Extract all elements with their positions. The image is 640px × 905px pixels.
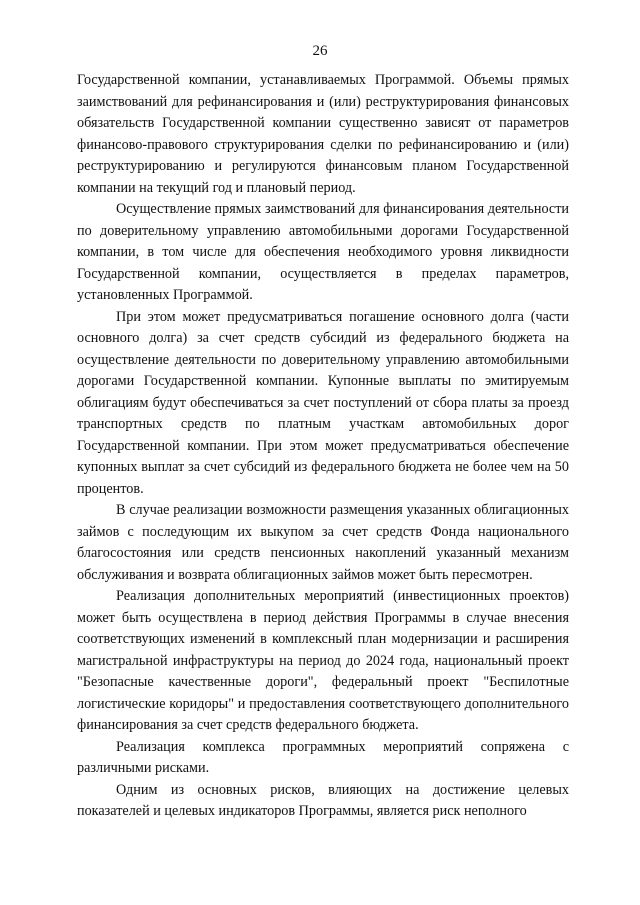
paragraph-bond-placement: В случае реализации возможности размещения указанных облигационных займов с последующим их выкупом за счет средств Фонда национального благосостояния или средств пенсионных накоплений указанный механизм обслуживания и возврата облигационных займов может быть пересмотрен. [77, 502, 569, 583]
paragraph-direct-borrowings: Осуществление прямых заимствований для финансирования деятельности по доверительному управлению автомобильными дорогами Государственной компании, в том числе для обеспечения необходимого уровня ликвидности Государственной компании, осуществляется в пределах параметров, установленных Программой. [77, 201, 569, 303]
paragraph-risks: Реализация комплекса программных мероприятий сопряжена с различными рисками. [77, 738, 569, 776]
paragraph-additional-measures: Реализация дополнительных мероприятий (инвестиционных проектов) может быть осуществлена в период действия Программы в случае внесения соответствующих изменений в комплексный план модернизации и расширения магистральной инфраструктуры на период до 2024 года, национальный проект "Безопасные качественные дороги", федеральный проект "Беспилотные логистические коридоры" и предоставления соответствующего дополнительного финансирования за счет средств федерального бюджета. [77, 588, 569, 733]
paragraph-main-risk: Одним из основных рисков, влияющих на достижение целевых показателей и целевых индикаторов Программы, является риск неполного [77, 781, 569, 819]
paragraph-continuation: Государственной компании, устанавливаемых Программой. Объемы прямых заимствований для рефинансирования и (или) реструктурирования финансовых обязательств Государственной компании существенно зависят от параметров финансово-правового структурирования сделки по рефинансированию и (или) реструктурированию и регулируются финансовым планом Государственной компании на текущий год и плановый период. [77, 72, 569, 196]
page-number: 26 [312, 43, 328, 59]
document-body [77, 70, 569, 823]
paragraph-debt-repayment: При этом может предусматриваться погашение основного долга (части основного долга) за счет средств субсидий из федерального бюджета на осуществление деятельности по доверительному управлению автомобильными дорогами Государственной компании. Купонные выплаты по эмитируемым облигациям будут обеспечиваться за счет поступлений от сбора платы за проезд транспортных средств по платным участкам автомобильных дорог Государственной компании. При этом может предусматриваться обеспечение купонных выплат за счет субсидий из федерального бюджета не более чем на 50 процентов. [77, 308, 569, 497]
